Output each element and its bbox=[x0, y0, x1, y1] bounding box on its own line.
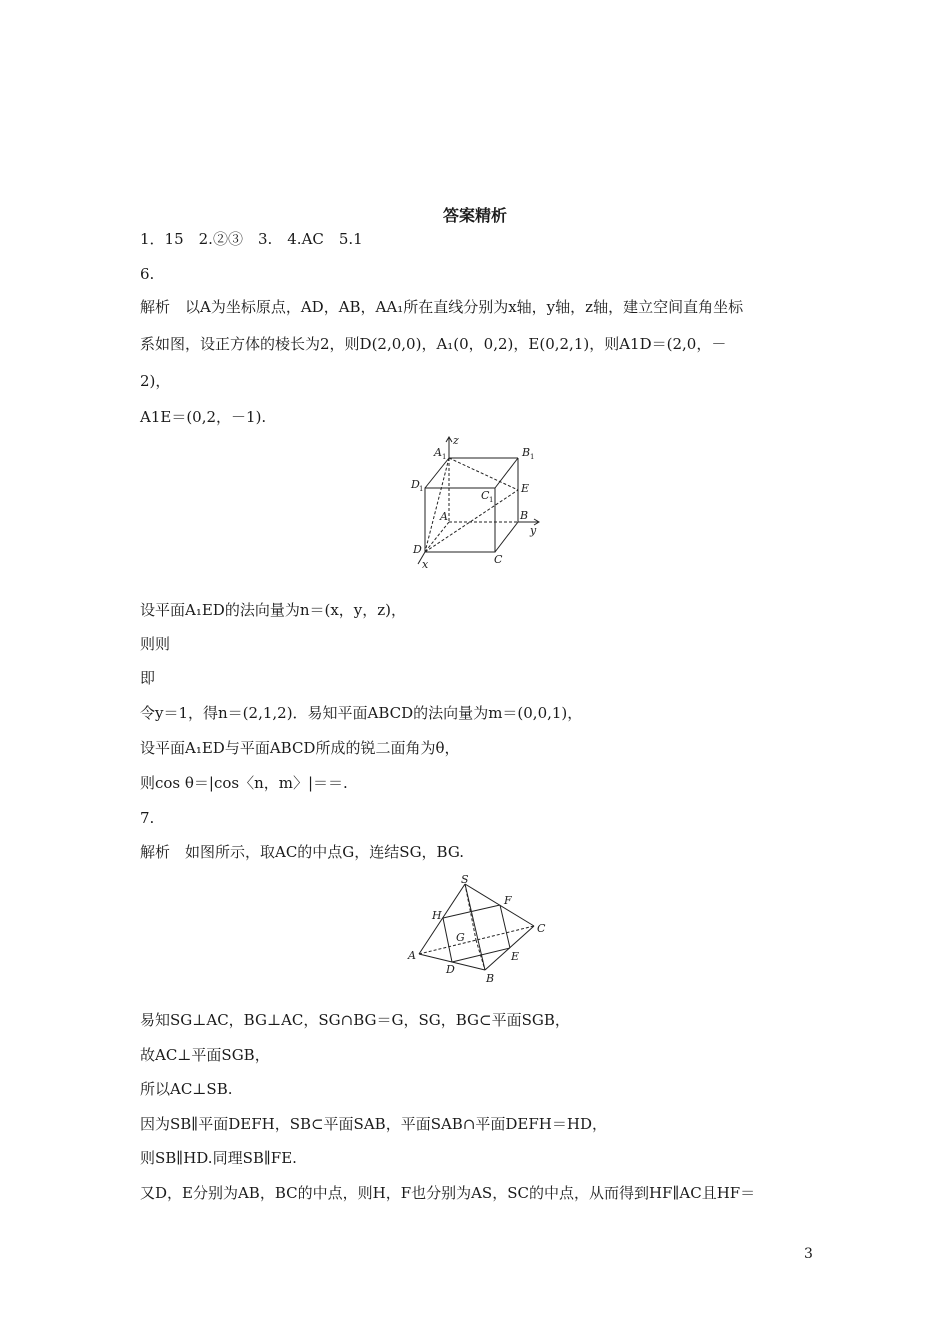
text-line: 故AC⊥平面SGB， bbox=[140, 1046, 270, 1064]
text-line: 即 bbox=[140, 669, 156, 687]
label-C: C bbox=[494, 553, 503, 566]
text-line: 则则 bbox=[140, 635, 171, 653]
text-line: 设平面A₁ED与平面ABCD所成的锐二面角为θ， bbox=[140, 739, 460, 757]
label-S: S bbox=[461, 873, 469, 886]
label-y: y bbox=[530, 524, 537, 537]
label-F: F bbox=[504, 894, 512, 907]
label-D: D bbox=[446, 963, 455, 976]
section-title: 答案精析 bbox=[442, 206, 507, 225]
text-line: 因为SB∥平面DEFH，SB⊂平面SAB，平面SAB∩平面DEFH＝HD， bbox=[140, 1115, 607, 1133]
text-line: 解析 如图所示，取AC的中点G，连结SG，BG. bbox=[140, 843, 465, 861]
label-B: B bbox=[486, 972, 495, 985]
text-line: 解析 以A为坐标原点，AD，AB，AA₁所在直线分别为x轴，y轴，z轴，建立空间直角坐标 bbox=[140, 298, 744, 316]
text-line: A1E＝(0,2，－1). bbox=[140, 408, 267, 426]
label-C1: C bbox=[481, 489, 490, 502]
text-line: 系如图，设正方体的棱长为2，则D(2,0,0)，A₁(0，0,2)，E(0,2,1)，则A1D＝(2,0，－ bbox=[140, 335, 727, 353]
page-number: 3 bbox=[804, 1246, 813, 1262]
text-line: 设平面A₁ED的法向量为n＝(x，y，z)， bbox=[140, 601, 407, 619]
label-A1: A bbox=[434, 446, 442, 459]
text-line: 2)， bbox=[140, 372, 171, 390]
problem-number: 6. bbox=[140, 265, 155, 283]
tetrahedron-figure bbox=[402, 870, 552, 988]
answers-line: 1．15 2.②③ 3. 4.AC 5.1 bbox=[140, 230, 363, 248]
text-line: 则cos θ＝|cos〈n，m〉|＝＝. bbox=[140, 774, 348, 792]
label-C1-sub: 1 bbox=[489, 496, 494, 504]
label-H: H bbox=[432, 909, 442, 922]
label-G: G bbox=[456, 931, 465, 944]
label-A1-sub: 1 bbox=[442, 453, 447, 461]
text-line: 易知SG⊥AC，BG⊥AC，SG∩BG＝G，SG，BG⊂平面SGB， bbox=[140, 1011, 570, 1029]
label-z: z bbox=[453, 434, 459, 447]
text-line: 则SB∥HD.同理SB∥FE. bbox=[140, 1149, 297, 1167]
label-D1-sub: 1 bbox=[419, 485, 424, 493]
text-line: 令y＝1，得n＝(2,1,2)．易知平面ABCD的法向量为m＝(0,0,1)， bbox=[140, 704, 583, 722]
label-A: A bbox=[440, 510, 448, 523]
label-E: E bbox=[511, 950, 520, 963]
label-A: A bbox=[408, 949, 416, 962]
label-D1: D bbox=[411, 478, 420, 491]
label-x: x bbox=[422, 558, 429, 571]
label-B1-sub: 1 bbox=[530, 453, 535, 461]
cube-figure bbox=[405, 433, 550, 573]
label-B1: B bbox=[522, 446, 531, 459]
label-B: B bbox=[520, 509, 529, 522]
label-D: D bbox=[413, 543, 422, 556]
label-C: C bbox=[537, 922, 546, 935]
text-line: 又D，E分别为AB，BC的中点，则H，F也分别为AS，SC的中点，从而得到HF∥AC且HF＝ bbox=[140, 1184, 756, 1202]
text-line: 所以AC⊥SB. bbox=[140, 1080, 233, 1098]
label-E: E bbox=[521, 482, 530, 495]
problem-number: 7. bbox=[140, 809, 155, 827]
